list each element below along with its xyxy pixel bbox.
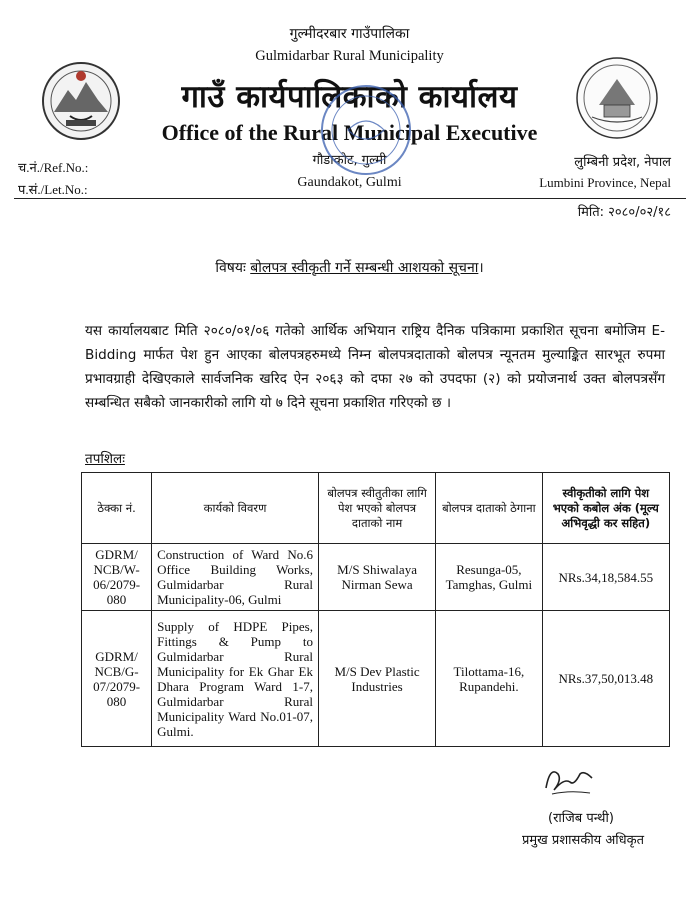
header-bidder-name: बोलपत्र स्वीतुतीका लागि पेश भएको बोलपत्र दाताको नाम bbox=[318, 473, 435, 544]
table-row bbox=[82, 611, 670, 747]
bidder-address: Resunga-05, Tamghas, Gulmi bbox=[436, 544, 542, 611]
province-np: लुम्बिनी प्रदेश, नेपाल bbox=[574, 155, 671, 170]
bidder-name: M/S Shiwalaya Nirman Sewa bbox=[318, 544, 435, 611]
municipality-name-en: Gulmidarbar Rural Municipality bbox=[255, 48, 444, 64]
work-description: Supply of HDPE Pipes, Fittings & Pump to Gulmidarbar Rural Municipality for Ek Ghar Ek Dhara Program Ward 1-7, Gulmidarbar Rural Municipality Ward No.01-07, Gulmi. bbox=[152, 611, 319, 747]
bidder-address: Tilottama-16, Rupandehi. bbox=[436, 611, 542, 747]
handwritten-signature bbox=[540, 760, 600, 800]
header-description: कार्यको विवरण bbox=[152, 473, 319, 544]
bid-amount: NRs.34,18,584.55 bbox=[542, 544, 669, 611]
ref-no-label: च.नं./Ref.No.: bbox=[18, 160, 89, 175]
header-divider bbox=[14, 198, 686, 199]
table-header-row bbox=[82, 473, 670, 544]
bid-amount: NRs.37,50,013.48 bbox=[542, 611, 669, 747]
subject-text: बोलपत्र स्वीकृती गर्ने सम्बन्धी आशयको सूचना bbox=[250, 260, 479, 276]
subject-label: विषयः bbox=[215, 260, 246, 276]
contract-no: GDRM/ NCB/W- 06/2079- 080 bbox=[82, 544, 152, 611]
office-seal-stamp bbox=[318, 82, 414, 178]
header-bid-amount: स्वीकृतीको लागि पेश भएको कबोल अंक (मूल्य अभिवृद्धी कर सहित) bbox=[542, 473, 669, 544]
office-name-en: Office of the Rural Municipal Executive bbox=[161, 120, 538, 145]
let-no-label: प.सं./Let.No.: bbox=[18, 182, 88, 197]
office-place-en: Gaundakot, Gulmi bbox=[297, 175, 402, 190]
table-row bbox=[82, 544, 670, 611]
header-contract-no: ठेक्का नं. bbox=[82, 473, 152, 544]
bidder-name: M/S Dev Plastic Industries bbox=[318, 611, 435, 747]
contract-no: GDRM/ NCB/G- 07/2079- 080 bbox=[82, 611, 152, 747]
province-en: Lumbini Province, Nepal bbox=[539, 175, 671, 190]
municipality-name-np: गुल्मीदरबार गाउँपालिका bbox=[289, 26, 410, 42]
subject-end: । bbox=[478, 260, 484, 276]
signatory-title: प्रमुख प्रशासकीय अधिकृत bbox=[522, 833, 645, 848]
notice-paragraph: यस कार्यालयबाट मिति २०८०/०१/०६ गतेको आर्थिक अभियान राष्ट्रिय दैनिक पत्रिकामा प्रकाशित सूचना बमोजिम E-Bidding मार्फत पेश हुन आएका बोलपत्रहरुमध्ये निम्न बोलपत्रदाताको बोलपत्र न्यूनतम मुल्याङ्कित सारभूत रुपमा प्रभावग्राही देखिएकाले सार्वजनिक खरिद ऐन २०६३ को दफा २७ को उपदफा (२) को प्रयोजनार्थ उक्त बोलपत्रसँग सम्बन्धित सबैको जानकारीको लागि यो ७ दिने सूचना प्रकाशित गरिएको छ । bbox=[85, 323, 665, 411]
header-bidder-address: बोलपत्र दाताको ठेगाना bbox=[436, 473, 542, 544]
work-description: Construction of Ward No.6 Office Building Works, Gulmidarbar Rural Municipality-06, Gulmi bbox=[152, 544, 319, 611]
office-name-np: गाउँ कार्यपालिकाको कार्यालय bbox=[181, 79, 518, 115]
details-label: तपशिलः bbox=[85, 451, 125, 467]
office-place-np: गौडाकोट, गुल्मी bbox=[312, 153, 387, 168]
signatory-name: (राजिब पन्थी) bbox=[548, 811, 614, 826]
letter-date: मिति: २०८०/०२/१८ bbox=[577, 205, 671, 220]
award-table bbox=[81, 472, 670, 747]
subject-line bbox=[0, 258, 699, 277]
